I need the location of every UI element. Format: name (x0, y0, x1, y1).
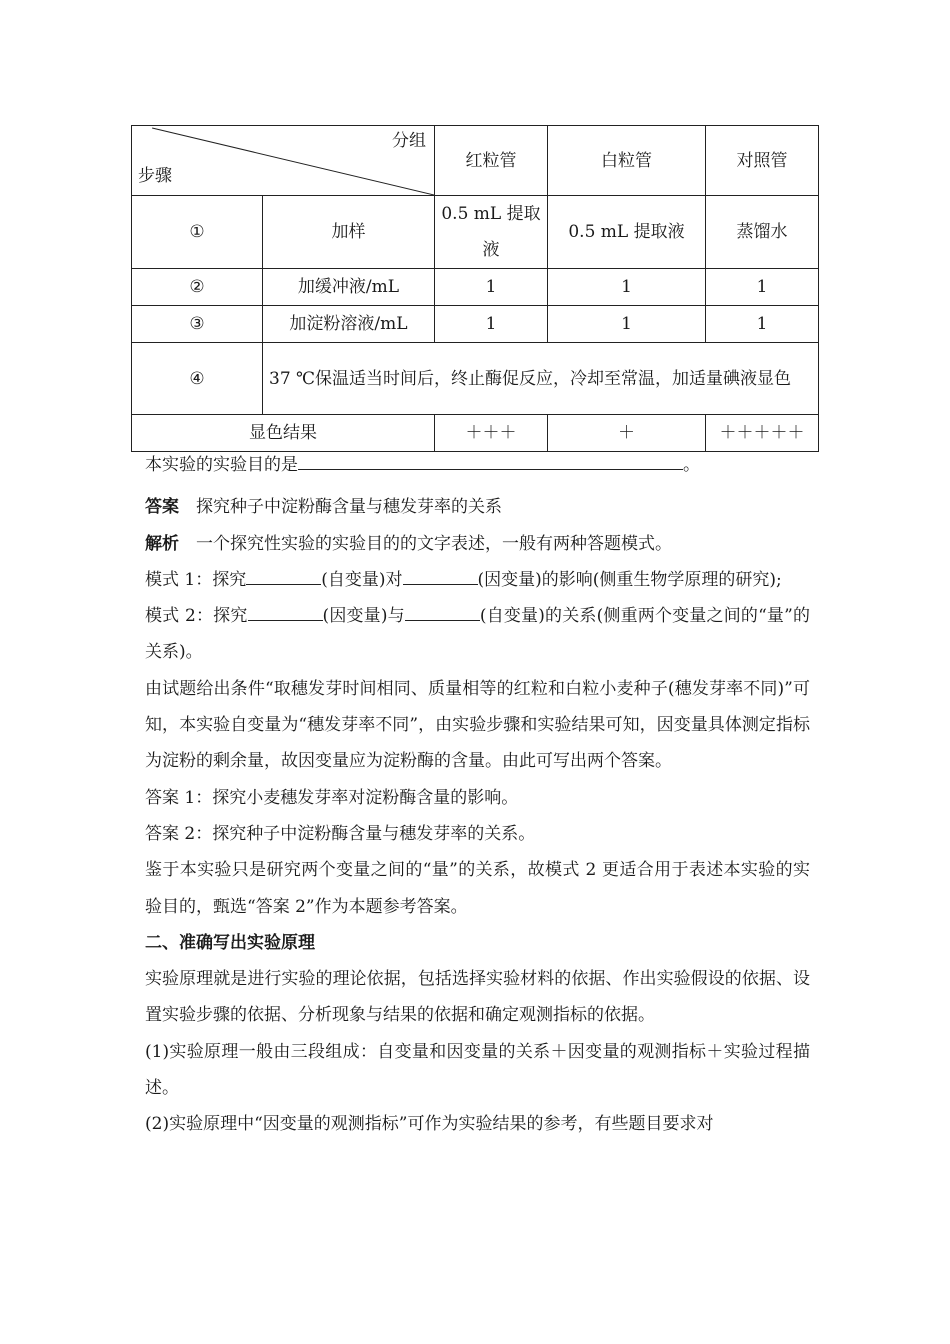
col-header-red: 红粒管 (435, 126, 548, 196)
col-header-control: 对照管 (706, 126, 819, 196)
section2-paragraph: 实验原理就是进行实验的理论依据，包括选择实验材料的依据、作出实验假设的依据、设置实验步骤的依据、分析现象与结果的依据和确定观测指标的依据。 (145, 969, 810, 1026)
mode1-blank2 (403, 564, 478, 585)
mode1-line (145, 562, 810, 598)
diagonal-line (132, 126, 434, 195)
result-control: ＋＋＋＋＋ (706, 415, 819, 452)
row3-red: 1 (435, 306, 548, 343)
row1-control: 蒸馏水 (706, 196, 819, 269)
section2-item2: (2)实验原理中“因变量的观测指标”可作为实验结果的参考，有些题目要求对 (145, 1114, 714, 1135)
question-prefix: 本实验的实验目的是 (145, 455, 298, 475)
row2-control: 1 (706, 269, 819, 306)
col-header-white: 白粒管 (548, 126, 706, 196)
answer-label: 答案 (145, 497, 179, 518)
section2-heading: 二、准确写出实验原理 (145, 932, 315, 953)
row1-num: ① (132, 196, 263, 269)
row3-step: 加淀粉溶液/mL (263, 306, 435, 343)
row3-num: ③ (132, 306, 263, 343)
header-diagonal-cell (132, 126, 435, 196)
result-label: 显色结果 (132, 415, 435, 452)
result-white: ＋ (548, 415, 706, 452)
row1-red: 0.5 mL 提取液 (435, 196, 548, 269)
mode2-line (145, 598, 810, 671)
mode1-blank1 (246, 564, 321, 585)
row2-num: ② (132, 269, 263, 306)
mode1-var1: (自变量)对 (321, 569, 403, 590)
experiment-table (131, 125, 819, 452)
body-text (145, 447, 810, 1143)
mode1-prefix: 模式 1：探究 (145, 569, 247, 590)
mode2-blank2 (405, 600, 480, 621)
question-line (145, 447, 810, 483)
answer2-line: 答案 2：探究种子中淀粉酶含量与穗发芽率的关系。 (145, 823, 536, 844)
row1-step: 加样 (263, 196, 435, 269)
row1-white: 0.5 mL 提取液 (548, 196, 706, 269)
section2-item1: (1)实验原理一般由三段组成：自变量和因变量的关系＋因变量的观测指标＋实验过程描述。 (145, 1041, 810, 1099)
row3-control: 1 (706, 306, 819, 343)
row2-red: 1 (435, 269, 548, 306)
mode2-var1: (因变量)与 (322, 606, 405, 627)
answer-blank (298, 449, 683, 470)
row3-white: 1 (548, 306, 706, 343)
analysis-label: 解析 (145, 533, 179, 554)
mode2-var2: (自变量)的关系(侧重两个变量之间的“量”的关系)。 (145, 606, 810, 663)
row2-white: 1 (548, 269, 706, 306)
answer1-line: 答案 1：探究小麦穗发芽率对淀粉酶含量的影响。 (145, 787, 519, 808)
analysis-line (145, 526, 810, 562)
analysis-paragraph: 由试题给出条件“取穗发芽时间相同、质量相等的红粒和白粒小麦种子(穗发芽率不同)”可知，本实验自变量为“穗发芽率不同”，由实验步骤和实验结果可知，因变量具体测定指标为淀粉的剩余量，故因变量应为淀粉酶的含量。由此可写出两个答案。 (145, 678, 810, 772)
row4-text: 37 ℃保温适当时间后，终止酶促反应，冷却至常温，加适量碘液显色 (263, 343, 819, 415)
answer-text: 探究种子中淀粉酶含量与穗发芽率的关系 (196, 497, 502, 518)
question-suffix: 。 (683, 455, 700, 475)
row4-num: ④ (132, 343, 263, 415)
result-red: ＋＋＋ (435, 415, 548, 452)
conclusion-paragraph: 鉴于本实验只是研究两个变量之间的“量”的关系，故模式 2 更适合用于表述本实验的实验目的，甄选“答案 2”作为本题参考答案。 (145, 860, 810, 917)
mode2-blank1 (248, 600, 323, 621)
answer-line (145, 489, 810, 525)
mode2-prefix: 模式 2：探究 (145, 606, 248, 627)
row2-step: 加缓冲液/mL (263, 269, 435, 306)
step-label: 步骤 (138, 166, 172, 186)
group-label: 分组 (392, 131, 426, 151)
mode1-var2: (因变量)的影响(侧重生物学原理的研究); (477, 569, 782, 590)
analysis-intro: 一个探究性实验的实验目的的文字表述，一般有两种答题模式。 (196, 533, 672, 554)
